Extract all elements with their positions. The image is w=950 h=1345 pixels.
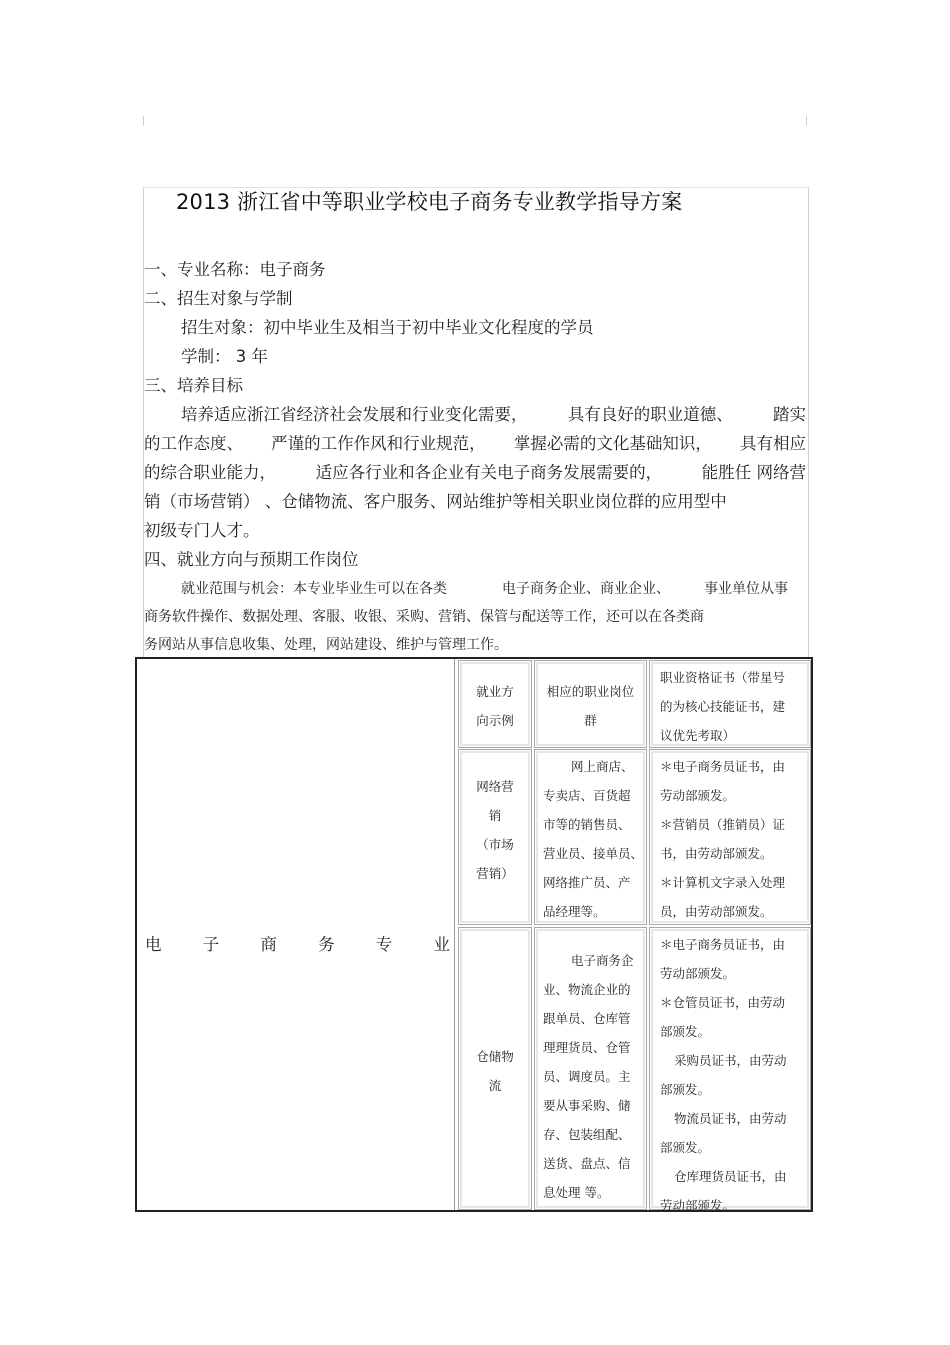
text-span: 踏实 bbox=[773, 405, 806, 424]
text-line: ＊仓管员证书，由劳动 bbox=[660, 995, 786, 1010]
text-line: 相应的职业岗位 bbox=[546, 684, 635, 699]
header-direction-cell bbox=[458, 660, 532, 748]
text-span: 的综合职业能力， bbox=[144, 463, 276, 482]
text-line: 向示例 bbox=[476, 713, 514, 728]
corner-mark-left bbox=[143, 116, 144, 126]
text-line: 网上商店、 bbox=[571, 759, 634, 774]
text-line: ＊计算机文字录入处理 bbox=[660, 875, 786, 890]
employment-table bbox=[135, 657, 813, 1212]
row-1-certs bbox=[660, 752, 785, 926]
row-2-certs-cell bbox=[649, 927, 811, 1213]
text-line: 员，由劳动部颁发。 bbox=[660, 904, 773, 919]
text-line: 群 bbox=[584, 713, 597, 728]
section-4-heading: 四、就业方向与预期工作岗位 bbox=[144, 550, 359, 569]
text-line: 仓储物 bbox=[476, 1049, 514, 1064]
row-2-certs bbox=[660, 930, 787, 1220]
text-span: 严谨的工作作风和行业规范， bbox=[271, 434, 486, 453]
row-1-direction bbox=[459, 772, 531, 888]
text-line: ＊电子商务员证书，由 bbox=[660, 759, 786, 774]
text-line: 采购员证书，由劳动 bbox=[674, 1053, 787, 1068]
major-char: 商 bbox=[260, 935, 277, 954]
row-1-certs-cell bbox=[649, 749, 811, 925]
major-char: 子 bbox=[202, 935, 220, 954]
row-2-positions-cell bbox=[534, 927, 647, 1210]
text-line: 就业方 bbox=[476, 684, 514, 699]
text-line: 部颁发。 bbox=[660, 1140, 711, 1155]
text-line: 电子商务企 bbox=[571, 953, 634, 968]
text-line: 理理货员、仓管 bbox=[543, 1040, 631, 1055]
row-1-positions-cell bbox=[534, 749, 647, 925]
text-span: 掌握必需的文化基础知识， bbox=[513, 434, 712, 453]
employment-line-1b: 电子商务企业、商业企业、 bbox=[502, 581, 670, 597]
text-span: 培养适应浙江省经济社会发展和行业变化需要， bbox=[181, 405, 528, 424]
text-line: 流 bbox=[488, 1078, 502, 1093]
text-line: 物流员证书，由劳动 bbox=[674, 1111, 787, 1126]
section-1-heading: 一、专业名称：电子商务 bbox=[144, 260, 326, 279]
text-line: 仓库理货员证书，由 bbox=[674, 1169, 787, 1184]
row-2-direction-cell bbox=[458, 927, 532, 1210]
text-span: 的工作态度、 bbox=[144, 434, 243, 453]
header-positions-cell bbox=[534, 660, 647, 748]
row-1-direction-cell bbox=[458, 749, 532, 925]
corner-mark-right bbox=[806, 116, 807, 126]
goal-paragraph-line-1 bbox=[181, 404, 806, 426]
text-line: 专卖店、百货超 bbox=[543, 788, 631, 803]
row-2-direction bbox=[459, 1042, 531, 1100]
text-line: 跟单员、仓库管 bbox=[543, 1011, 631, 1026]
text-line: 息处理 等。 bbox=[543, 1185, 610, 1200]
text-line: ＊营销员（推销员）证 bbox=[660, 817, 786, 832]
employment-line-1c: 事业单位从事 bbox=[704, 581, 788, 597]
text-line: 职业资格证书（带星号 bbox=[660, 670, 786, 685]
text-line: 业、物流企业的 bbox=[543, 982, 631, 997]
text-line: 劳动部颁发。 bbox=[660, 1198, 736, 1213]
text-line: 部颁发。 bbox=[660, 1024, 711, 1039]
employment-line-3: 务网站从事信息收集、处理，网站建设、维护与管理工作。 bbox=[144, 637, 508, 653]
header-direction bbox=[459, 677, 531, 735]
employment-line-2: 商务软件操作、数据处理、客服、收银、采购、营销、保管与配送等工作，还可以在各类商 bbox=[144, 609, 704, 625]
employment-line-1a: 就业范围与机会：本专业毕业生可以在各类 bbox=[181, 581, 447, 597]
text-line: 网络营 bbox=[476, 779, 514, 794]
text-line: 网络推广员、产 bbox=[543, 875, 631, 890]
major-char: 专 bbox=[375, 935, 393, 954]
row-1-positions bbox=[543, 752, 643, 926]
major-char: 务 bbox=[318, 935, 335, 954]
text-span: 具有相应 bbox=[739, 434, 806, 453]
major-name bbox=[145, 931, 450, 955]
goal-paragraph-line-3 bbox=[144, 462, 806, 484]
header-certs bbox=[660, 663, 785, 750]
major-char: 业 bbox=[433, 935, 450, 954]
text-line: 送货、盘点、信 bbox=[543, 1156, 631, 1171]
text-line: 的为核心技能证书，建 bbox=[660, 699, 786, 714]
text-line: 书，由劳动部颁发。 bbox=[660, 846, 773, 861]
text-line: 劳动部颁发。 bbox=[660, 966, 736, 981]
text-line: 市等的销售员、 bbox=[543, 817, 631, 832]
goal-paragraph-line-4: 销（市场营销） 、仓储物流、客户服务、网站维护等相关职业岗位群的应用型中 bbox=[144, 492, 727, 511]
text-line: 品经理等。 bbox=[543, 904, 606, 919]
row-2-positions bbox=[543, 946, 634, 1207]
text-span: 能胜任 网络营 bbox=[701, 463, 806, 482]
header-certs-cell bbox=[649, 660, 811, 748]
text-line: 要从事采购、储 bbox=[543, 1098, 631, 1113]
text-line: 销 bbox=[488, 808, 502, 823]
text-line: （市场 bbox=[476, 837, 514, 852]
text-line: ＊电子商务员证书，由 bbox=[660, 937, 786, 952]
text-line: 部颁发。 bbox=[660, 1082, 711, 1097]
text-line: 营销） bbox=[476, 866, 514, 881]
text-span: 具有良好的职业道德、 bbox=[567, 405, 733, 424]
document-title: 2013 浙江省中等职业学校电子商务专业教学指导方案 bbox=[176, 190, 683, 214]
text-line: 存、包装组配、 bbox=[543, 1127, 631, 1142]
major-name-cell bbox=[137, 659, 455, 1210]
header-positions bbox=[535, 677, 646, 735]
section-3-heading: 三、培养目标 bbox=[144, 376, 243, 395]
text-line: 议优先考取） bbox=[660, 728, 736, 743]
goal-paragraph-line-5: 初级专门人才。 bbox=[144, 521, 260, 540]
text-line: 员、调度员。主 bbox=[543, 1069, 631, 1084]
goal-paragraph-line-2 bbox=[144, 433, 806, 455]
section-2-heading: 二、招生对象与学制 bbox=[144, 289, 293, 308]
text-span: 适应各行业和各企业有关电子商务发展需要的， bbox=[315, 463, 663, 482]
text-line: 营业员、接单员、 bbox=[543, 846, 644, 861]
major-char: 电 bbox=[145, 935, 162, 954]
study-length: 学制： 3 年 bbox=[181, 347, 268, 366]
text-line: 劳动部颁发。 bbox=[660, 788, 736, 803]
enrollment-target: 招生对象：初中毕业生及相当于初中毕业文化程度的学员 bbox=[181, 318, 594, 337]
